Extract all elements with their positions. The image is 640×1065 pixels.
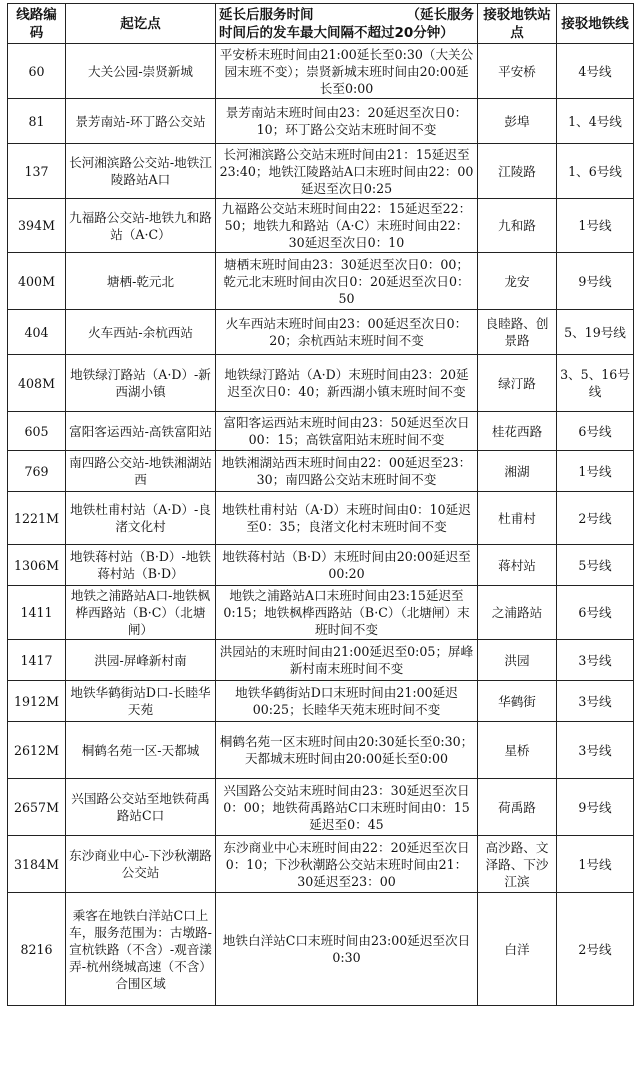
service-time-cell: 洪园站的末班时间由21:00延迟至0:05；屏峰新村南末班时间不变: [216, 640, 478, 681]
terminals-cell: 大关公园-崇贤新城: [66, 44, 216, 99]
route-cell: 605: [8, 412, 66, 451]
station-cell: 江陵路: [478, 144, 557, 199]
route-cell: 2612M: [8, 722, 66, 779]
service-time-cell: 塘栖末班时间由23：30延迟至次日0：00；乾元北末班时间由次日0：20延迟至次日0：50: [216, 253, 478, 310]
route-cell: 137: [8, 144, 66, 199]
header-time-part3: 时间后的发车最大间隔不超过20分钟）: [219, 24, 454, 41]
route-cell: 2657M: [8, 779, 66, 836]
header-station: 接驳地铁站点: [478, 4, 557, 44]
route-cell: 1417: [8, 640, 66, 681]
table-row: [8, 640, 634, 681]
service-time-cell: 桐鹤名苑一区末班时间由20:30延长至0:30；天都城末班时间由20:00延长至0:00: [216, 722, 478, 779]
station-cell: 洪园: [478, 640, 557, 681]
station-cell: 之浦路站: [478, 586, 557, 640]
station-cell: 华鹤街: [478, 681, 557, 722]
metro-line-cell: 3号线: [557, 640, 634, 681]
station-cell: 桂花西路: [478, 412, 557, 451]
metro-line-cell: 1号线: [557, 836, 634, 893]
header-terminals: 起讫点: [66, 4, 216, 44]
table-row: [8, 355, 634, 412]
route-cell: 8216: [8, 893, 66, 1006]
route-cell: 408M: [8, 355, 66, 412]
metro-line-cell: 1号线: [557, 451, 634, 492]
terminals-cell: 南四路公交站-地铁湘湖站西: [66, 451, 216, 492]
terminals-cell: 地铁杜甫村站（A·D）-良渚文化村: [66, 492, 216, 545]
metro-line-cell: 9号线: [557, 779, 634, 836]
metro-line-cell: 3、5、16号线: [557, 355, 634, 412]
service-time-cell: 九福路公交站末班时间由22：15延迟至22：50；地铁九和路站（A·C）末班时间由22：30延迟至次日0：10: [216, 199, 478, 253]
terminals-cell: 地铁蒋村站（B·D）-地铁蒋村站（B·D）: [66, 545, 216, 586]
service-time-cell: 地铁白洋站C口末班时间由23:00延迟至次日0:30: [216, 893, 478, 1006]
table-row: [8, 253, 634, 310]
terminals-cell: 长河湘滨路公交站-地铁江陵路站A口: [66, 144, 216, 199]
terminals-cell: 洪园-屏峰新村南: [66, 640, 216, 681]
terminals-cell: 地铁之浦路站A口-地铁枫桦西路站（B·C）（北塘闸）: [66, 586, 216, 640]
terminals-cell: 地铁华鹤街站D口-长睦华天苑: [66, 681, 216, 722]
service-time-cell: 地铁蒋村站（B·D）末班时间由20:00延迟至00:20: [216, 545, 478, 586]
service-time-cell: 长河湘滨路公交站末班时间由21：15延迟至23:40；地铁江陵路站A口末班时间由22：00延迟至次日0:25: [216, 144, 478, 199]
metro-line-cell: 6号线: [557, 586, 634, 640]
route-cell: 60: [8, 44, 66, 99]
table-row: [8, 779, 634, 836]
table-body: [8, 44, 634, 1006]
terminals-cell: 地铁绿汀路站（A·D）-新西湖小镇: [66, 355, 216, 412]
terminals-cell: 景芳南站-环丁路公交站: [66, 99, 216, 144]
table-row: [8, 586, 634, 640]
metro-line-cell: 2号线: [557, 492, 634, 545]
station-cell: 龙安: [478, 253, 557, 310]
schedule-table-container: [7, 3, 633, 1006]
station-cell: 星桥: [478, 722, 557, 779]
service-time-cell: 地铁湘湖站西末班时间由22：00延迟至23：30；南四路公交站末班时间不变: [216, 451, 478, 492]
metro-line-cell: 6号线: [557, 412, 634, 451]
table-row: [8, 893, 634, 1006]
metro-line-cell: 9号线: [557, 253, 634, 310]
header-route: 线路编码: [8, 4, 66, 44]
terminals-cell: 兴国路公交站至地铁荷禹路站C口: [66, 779, 216, 836]
header-row: [8, 4, 634, 44]
service-time-cell: 地铁华鹤街站D口末班时间由21:00延迟00:25；长睦华天苑末班时间不变: [216, 681, 478, 722]
terminals-cell: 火车西站-余杭西站: [66, 310, 216, 355]
schedule-table: [7, 3, 634, 1006]
service-time-cell: 平安桥末班时间由21:00延长至0:30（大关公园末班不变）；崇贤新城末班时间由20:00延长至0:00: [216, 44, 478, 99]
terminals-cell: 东沙商业中心-下沙秋潮路公交站: [66, 836, 216, 893]
metro-line-cell: 1号线: [557, 199, 634, 253]
route-cell: 1411: [8, 586, 66, 640]
service-time-cell: 兴国路公交站末班时间由23：30延迟至次日0：00；地铁荷禹路站C口末班时间由0：15延迟至0：45: [216, 779, 478, 836]
station-cell: 绿汀路: [478, 355, 557, 412]
table-row: [8, 681, 634, 722]
table-row: [8, 412, 634, 451]
table-row: [8, 722, 634, 779]
service-time-cell: 地铁杜甫村站（A·D）末班时间由0：10延迟至0：35；良渚文化村末班时间不变: [216, 492, 478, 545]
route-cell: 81: [8, 99, 66, 144]
table-row: [8, 144, 634, 199]
station-cell: 高沙路、文泽路、下沙江滨: [478, 836, 557, 893]
header-time-part1: 延长后服务时间: [219, 6, 314, 23]
metro-line-cell: 2号线: [557, 893, 634, 1006]
station-cell: 九和路: [478, 199, 557, 253]
header-time-part2: （延长服务: [406, 6, 474, 23]
table-row: [8, 310, 634, 355]
metro-line-cell: 4号线: [557, 44, 634, 99]
service-time-cell: 地铁绿汀路站（A·D）末班时间由23：20延迟至次日0：40；新西湖小镇末班时间不变: [216, 355, 478, 412]
station-cell: 湘湖: [478, 451, 557, 492]
table-row: [8, 492, 634, 545]
service-time-cell: 火车西站末班时间由23：00延迟至次日0：20；余杭西站末班时间不变: [216, 310, 478, 355]
table-row: [8, 44, 634, 99]
metro-line-cell: 5、19号线: [557, 310, 634, 355]
station-cell: 蒋村站: [478, 545, 557, 586]
terminals-cell: 乘客在地铁白洋站C口上车，服务范围为：古墩路-宣杭铁路（不含）-观音漾弄-杭州绕城高速（不含）合围区域: [66, 893, 216, 1006]
route-cell: 769: [8, 451, 66, 492]
metro-line-cell: 3号线: [557, 681, 634, 722]
table-row: [8, 199, 634, 253]
terminals-cell: 富阳客运西站-高铁富阳站: [66, 412, 216, 451]
header-line: 接驳地铁线: [557, 4, 634, 44]
route-cell: 3184M: [8, 836, 66, 893]
table-row: [8, 545, 634, 586]
route-cell: 1912M: [8, 681, 66, 722]
terminals-cell: 桐鹤名苑一区-天都城: [66, 722, 216, 779]
route-cell: 400M: [8, 253, 66, 310]
table-row: [8, 836, 634, 893]
metro-line-cell: 5号线: [557, 545, 634, 586]
service-time-cell: 景芳南站末班时间由23：20延迟至次日0：10；环丁路公交站末班时间不变: [216, 99, 478, 144]
terminals-cell: 九福路公交站-地铁九和路站（A·C）: [66, 199, 216, 253]
station-cell: 平安桥: [478, 44, 557, 99]
station-cell: 白洋: [478, 893, 557, 1006]
table-row: [8, 99, 634, 144]
service-time-cell: 东沙商业中心末班时间由22：20延迟至次日0：10；下沙秋潮路公交站末班时间由21：30延迟至23：00: [216, 836, 478, 893]
metro-line-cell: 3号线: [557, 722, 634, 779]
station-cell: 荷禹路: [478, 779, 557, 836]
route-cell: 394M: [8, 199, 66, 253]
route-cell: 1221M: [8, 492, 66, 545]
station-cell: 良睦路、创景路: [478, 310, 557, 355]
station-cell: 杜甫村: [478, 492, 557, 545]
service-time-cell: 地铁之浦路站A口末班时间由23:15延迟至0:15；地铁枫桦西路站（B·C）（北塘闸）末班时间不变: [216, 586, 478, 640]
route-cell: 404: [8, 310, 66, 355]
service-time-cell: 富阳客运西站末班时间由23：50延迟至次日00：15；高铁富阳站末班时间不变: [216, 412, 478, 451]
metro-line-cell: 1、6号线: [557, 144, 634, 199]
metro-line-cell: 1、4号线: [557, 99, 634, 144]
station-cell: 彭埠: [478, 99, 557, 144]
terminals-cell: 塘栖-乾元北: [66, 253, 216, 310]
table-row: [8, 451, 634, 492]
route-cell: 1306M: [8, 545, 66, 586]
header-time: [216, 4, 478, 44]
